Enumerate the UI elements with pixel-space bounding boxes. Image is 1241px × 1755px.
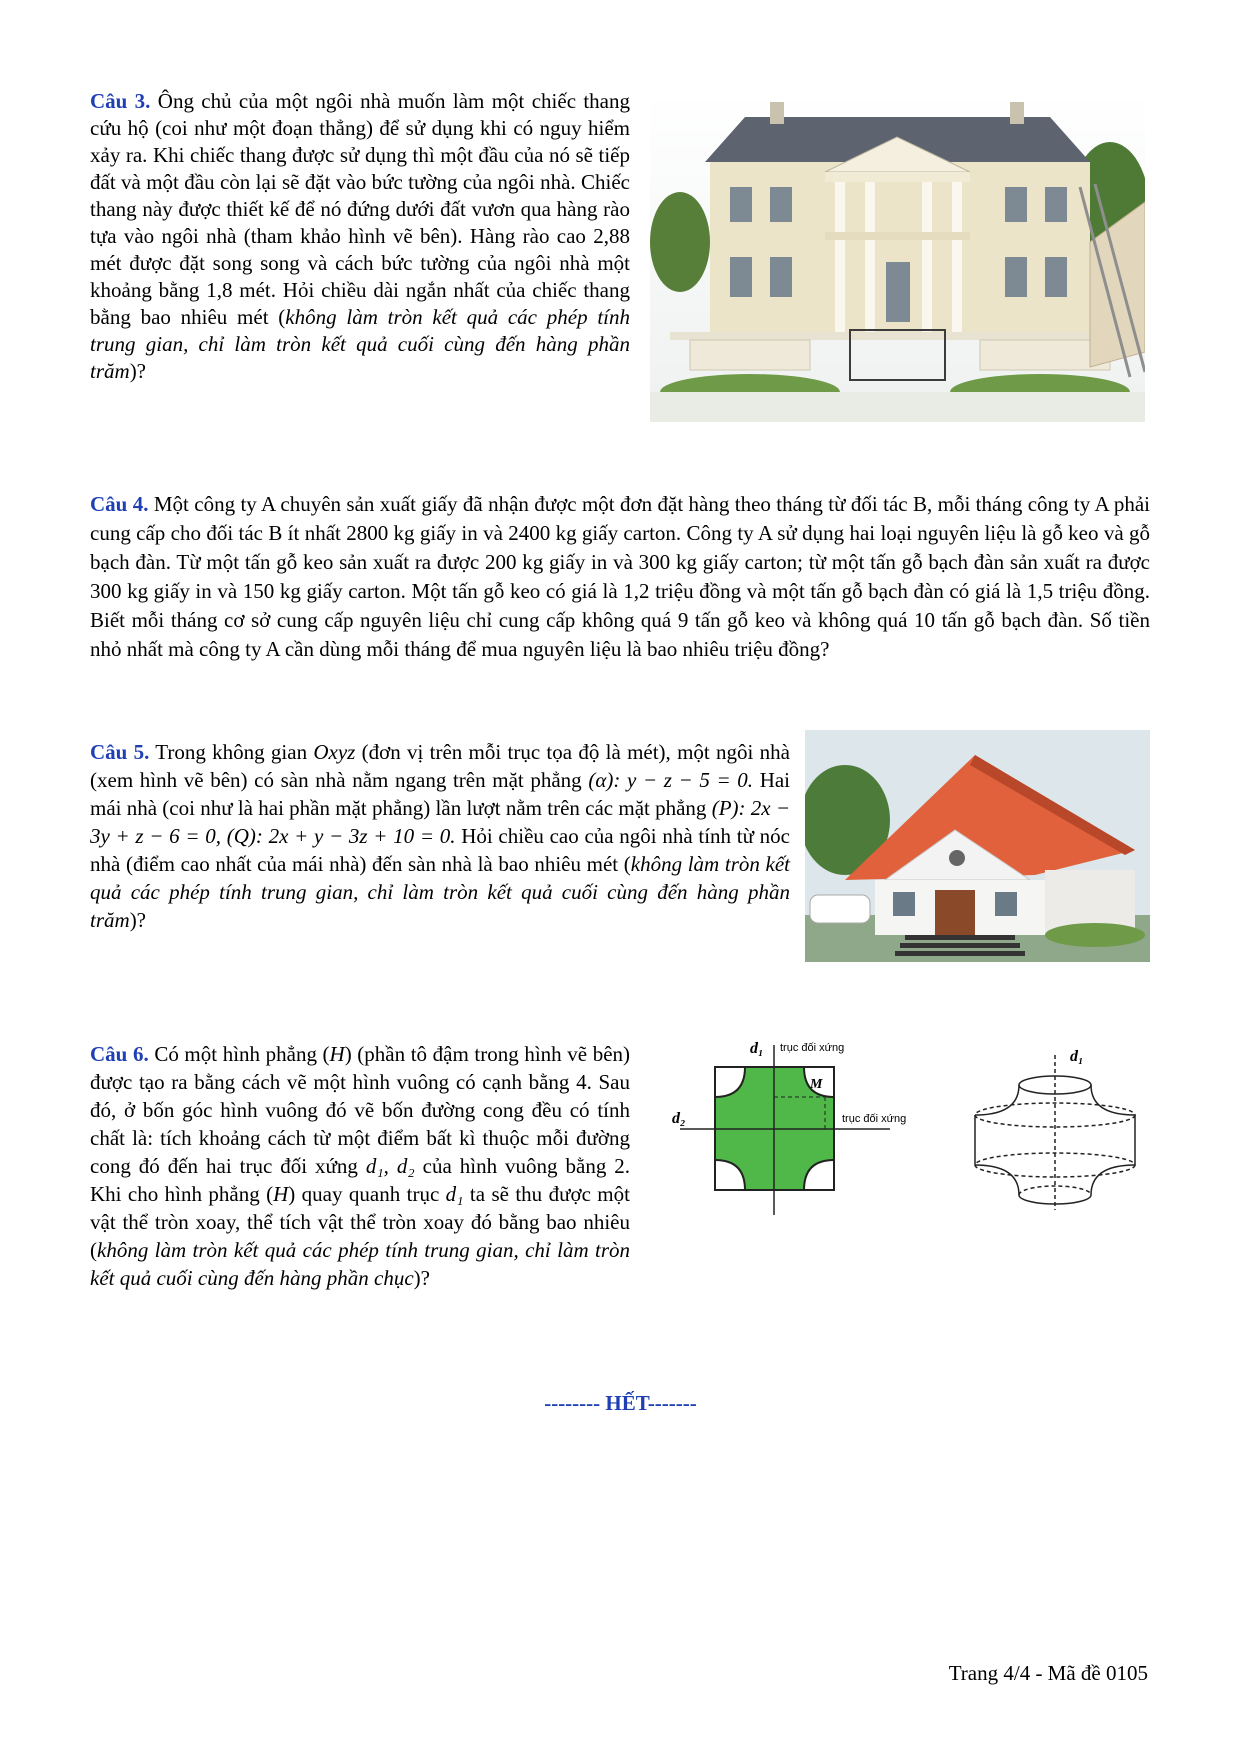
plane-q-equation: (Q): 2x + y − 3z + 10 = 0.: [226, 824, 456, 848]
plane-p-equation: (P): 2x − 3y + z − 6 = 0,: [90, 796, 791, 848]
axes-d1-d2: d₁, d₂: [365, 1154, 415, 1178]
mansion-ladder-image: [650, 92, 1145, 422]
question-5-label: Câu 5.: [90, 740, 150, 764]
plane-alpha-equation: (α): y − z − 5 = 0.: [588, 768, 754, 792]
question-4-text: Một công ty A chuyên sản xuất giấy đã nhận được một đơn đặt hàng theo tháng từ đối tác B, mỗi tháng công ty A phải cung cấp cho đối tác B ít nhất 2800 kg giấy in và 2400 kg giấy carton. Công ty A sử dụng hai loại nguyên liệu là gỗ keo và gỗ bạch đàn. Từ một tấn gỗ keo sản xuất ra được 200 kg giấy in và 300 kg giấy carton; từ một tấn gỗ bạch đàn sản xuất ra được 300 kg giấy in và 150 kg giấy carton. Một tấn gỗ keo có giá là 1,2 triệu đồng và một tấn gỗ bạch đàn có giá là 1,5 triệu đồng. Biết mỗi tháng cơ sở cung cấp nguyên liệu chỉ cung cấp không quá 9 tấn gỗ keo và không quá 10 tấn gỗ bạch đàn. Số tiền nhỏ nhất mà công ty A cần dùng mỗi tháng để mua nguyên liệu là bao nhiêu triệu đồng?: [90, 492, 1151, 661]
question-3: Câu 3. Ông chủ của một ngôi nhà muốn làm một chiếc thang cứu hộ (coi như một đoạn thẳng) để sử dụng khi có nguy hiểm xảy ra. Khi chiếc thang được sử dụng thì một đầu của nó sẽ tiếp đất và một đầu còn lại sẽ đặt vào bức tường của ngôi nhà. Chiếc thang này được thiết kế để nó đứng dưới đất vươn qua hàng rào tựa vào ngôi nhà (tham khảo hình vẽ bên). Hàng rào cao 2,88 mét được đặt song song và cách bức tường của ngôi nhà một khoảng bằng 1,8 mét. Hỏi chiều dài ngắn nhất của chiếc thang bằng bao nhiêu mét (không làm tròn kết quả các phép tính trung gian, chỉ làm tròn kết quả cuối cùng đến hàng phần trăm)?: [90, 89, 631, 383]
space-oxyz: Oxyz: [313, 740, 356, 764]
solid-of-revolution: [975, 1055, 1135, 1210]
house-roof-image: [805, 730, 1150, 962]
question-4: [90, 490, 1150, 664]
region-h-diagram: [670, 1035, 1160, 1275]
axis-label-vertical: trục đối xứng: [780, 1042, 845, 1054]
page-footer: Trang 4/4 - Mã đề 0105: [948, 1661, 1148, 1685]
m-point-label: M: [810, 1077, 823, 1092]
question-5: Câu 5. Trong không gian Oxyz (đơn vị trên mỗi trục tọa độ là mét), một ngôi nhà (xem hình vẽ bên) có sàn nhà nằm ngang trên mặt phẳng (α): y − z − 5 = 0. Hai mái nhà (coi như là hai phần mặt phẳng) lần lượt nằm trên các mặt phẳng (P): 2x − 3y + z − 6 = 0, (Q): 2x + y − 3z + 10 = 0. Hỏi chiều cao của ngôi nhà tính từ nóc nhà (điểm cao nhất của mái nhà) đến sàn nhà là bao nhiêu mét (không làm tròn kết quả các phép tính trung gian, chỉ làm tròn kết quả cuối cùng đến hàng phần trăm)?: [90, 740, 791, 932]
d2-label: d₂: [672, 1110, 686, 1127]
end-marker: -------- HẾT-------: [544, 1391, 697, 1415]
axis-label-horizontal: trục đối xứng: [842, 1113, 907, 1125]
d1-label-solid: d₁: [1070, 1048, 1084, 1065]
question-3-note: không làm tròn kết quả các phép tính trung gian, chỉ làm tròn kết quả cuối cùng đến hàng phần trăm: [90, 305, 631, 383]
d1-label: d₁: [750, 1040, 764, 1057]
question-3-label: Câu 3.: [90, 89, 151, 113]
question-6-label: Câu 6.: [90, 1042, 149, 1066]
question-6-top: Câu 6. Có một hình phẳng (H) (phần tô đậm trong hình vẽ bên) được tạo ra bằng cách vẽ một hình vuông có cạnh bằng 4. Sau đó, ở bốn góc hình vuông đó vẽ bốn đường cong đều có tính chất là: tích khoảng cách từ một điểm bất kì thuộc mỗi đường cong đó đến hai trục đối xứng d₁, d₂ của hình vuông bằng 2. Khi cho hình phẳng (H) quay quanh trục d₁ ta sẽ thu được một vật thể tròn xoay, thể tích vật thể tròn xoay đó bằng bao nhiêu (không làm tròn kết quả các phép tính trung gian, chỉ làm tròn kết quả cuối cùng đến hàng phần chục)?: [90, 1042, 631, 1290]
question-3-text: Ông chủ của một ngôi nhà muốn làm một chiếc thang cứu hộ (coi như một đoạn thẳng) để sử dụng khi có nguy hiểm xảy ra. Khi chiếc thang được sử dụng thì một đầu của nó sẽ tiếp đất và một đầu còn lại sẽ đặt vào bức tường của ngôi nhà. Chiếc thang này được thiết kế để nó đứng dưới đất vươn qua hàng rào tựa vào ngôi nhà (tham khảo hình vẽ bên). Hàng rào cao 2,88 mét được đặt song song và cách bức tường của ngôi nhà một khoảng bằng 1,8 mét. Hỏi chiều dài ngắn nhất của chiếc thang bằng bao nhiêu mét (: [90, 89, 630, 329]
question-4-label: Câu 4.: [90, 492, 149, 516]
axis-d1: d₁: [445, 1182, 464, 1206]
